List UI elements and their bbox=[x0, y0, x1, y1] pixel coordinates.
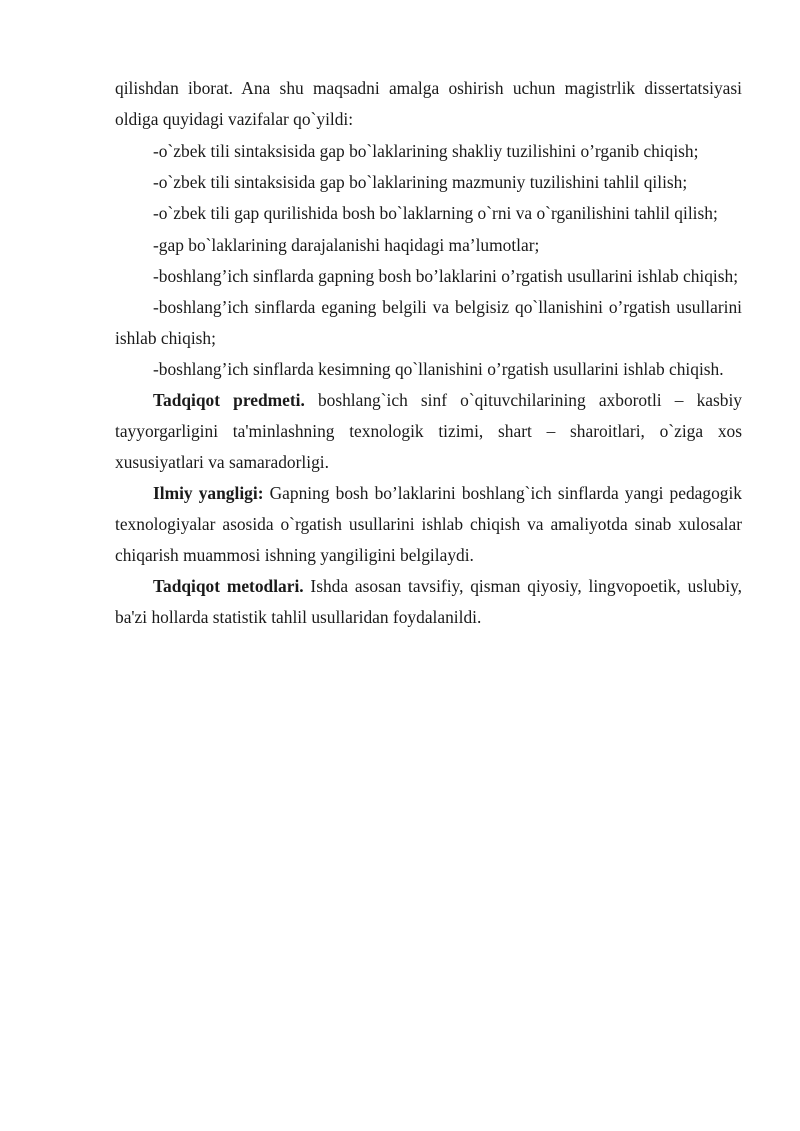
paragraph-text: boshlang`ich sinf o`qituvchilarining axborotli – kasbiy tayyorgarligini ta'minlashning texnologik tizimi, shart – sharoitlari, o`ziga xos xususiyatlari va samaradorligi. bbox=[115, 390, 742, 472]
paragraph-research-methods bbox=[115, 571, 742, 633]
list-item-task-5 bbox=[115, 261, 742, 292]
document-page bbox=[115, 73, 742, 633]
list-item-task-2 bbox=[115, 172, 742, 193]
list-item-task-7 bbox=[115, 354, 742, 385]
paragraph-text: Gapning bosh bo’laklarini boshlang`ich sinflarda yangi pedagogik texnologiyalar asosida o`rgatish usullarini ishlab chiqish va amaliyotda sinab xulosalar chiqarish muammosi ishning yangiligini belgilaydi. bbox=[115, 483, 742, 565]
paragraph-text: -boshlang’ich sinflarda gapning bosh bo’laklarini o’rgatish usullarini ishlab chiqish; bbox=[153, 266, 739, 286]
paragraph-text: -o`zbek tili sintaksisida gap bo`laklarining shakliy tuzilishini o’rganib chiqish; bbox=[153, 141, 699, 161]
paragraph-text: Ishda asosan tavsifiy, qisman qiyosiy, lingvopoetik, uslubiy, ba'zi hollarda statistik tahlil usullaridan foydalanildi. bbox=[115, 576, 742, 627]
paragraph-text: qilishdan iborat. Ana shu maqsadni amalga oshirish uchun magistrlik dissertatsiyasi oldiga quyidagi vazifalar qo`yildi: bbox=[115, 78, 742, 129]
paragraph-label: Tadqiqot metodlari. bbox=[153, 576, 304, 596]
list-item-task-4 bbox=[115, 230, 742, 261]
paragraph-text: -boshlang’ich sinflarda kesimning qo`llanishini o’rgatish usullarini ishlab chiqish. bbox=[153, 359, 724, 379]
paragraph-text: -o`zbek tili sintaksisida gap bo`laklarining mazmuniy tuzilishini tahlil qilish; bbox=[153, 172, 688, 192]
paragraph-label: Tadqiqot predmeti. bbox=[153, 390, 305, 410]
paragraph-text: -boshlang’ich sinflarda eganing belgili va belgisiz qo`llanishini o’rgatish usullarini ishlab chiqish; bbox=[115, 297, 742, 348]
paragraph-label: Ilmiy yangligi: bbox=[153, 483, 264, 503]
paragraph-scientific-novelty bbox=[115, 478, 742, 571]
list-item-task-1 bbox=[115, 141, 742, 162]
paragraph-text: -o`zbek tili gap qurilishida bosh bo`laklarning o`rni va o`rganilishini tahlil qilish; bbox=[153, 203, 718, 223]
paragraph-text: -gap bo`laklarining darajalanishi haqidagi ma’lumotlar; bbox=[153, 235, 540, 255]
list-item-task-3 bbox=[115, 203, 742, 224]
paragraph-research-subject bbox=[115, 385, 742, 478]
paragraph-intro bbox=[115, 73, 742, 135]
list-item-task-6 bbox=[115, 292, 742, 354]
